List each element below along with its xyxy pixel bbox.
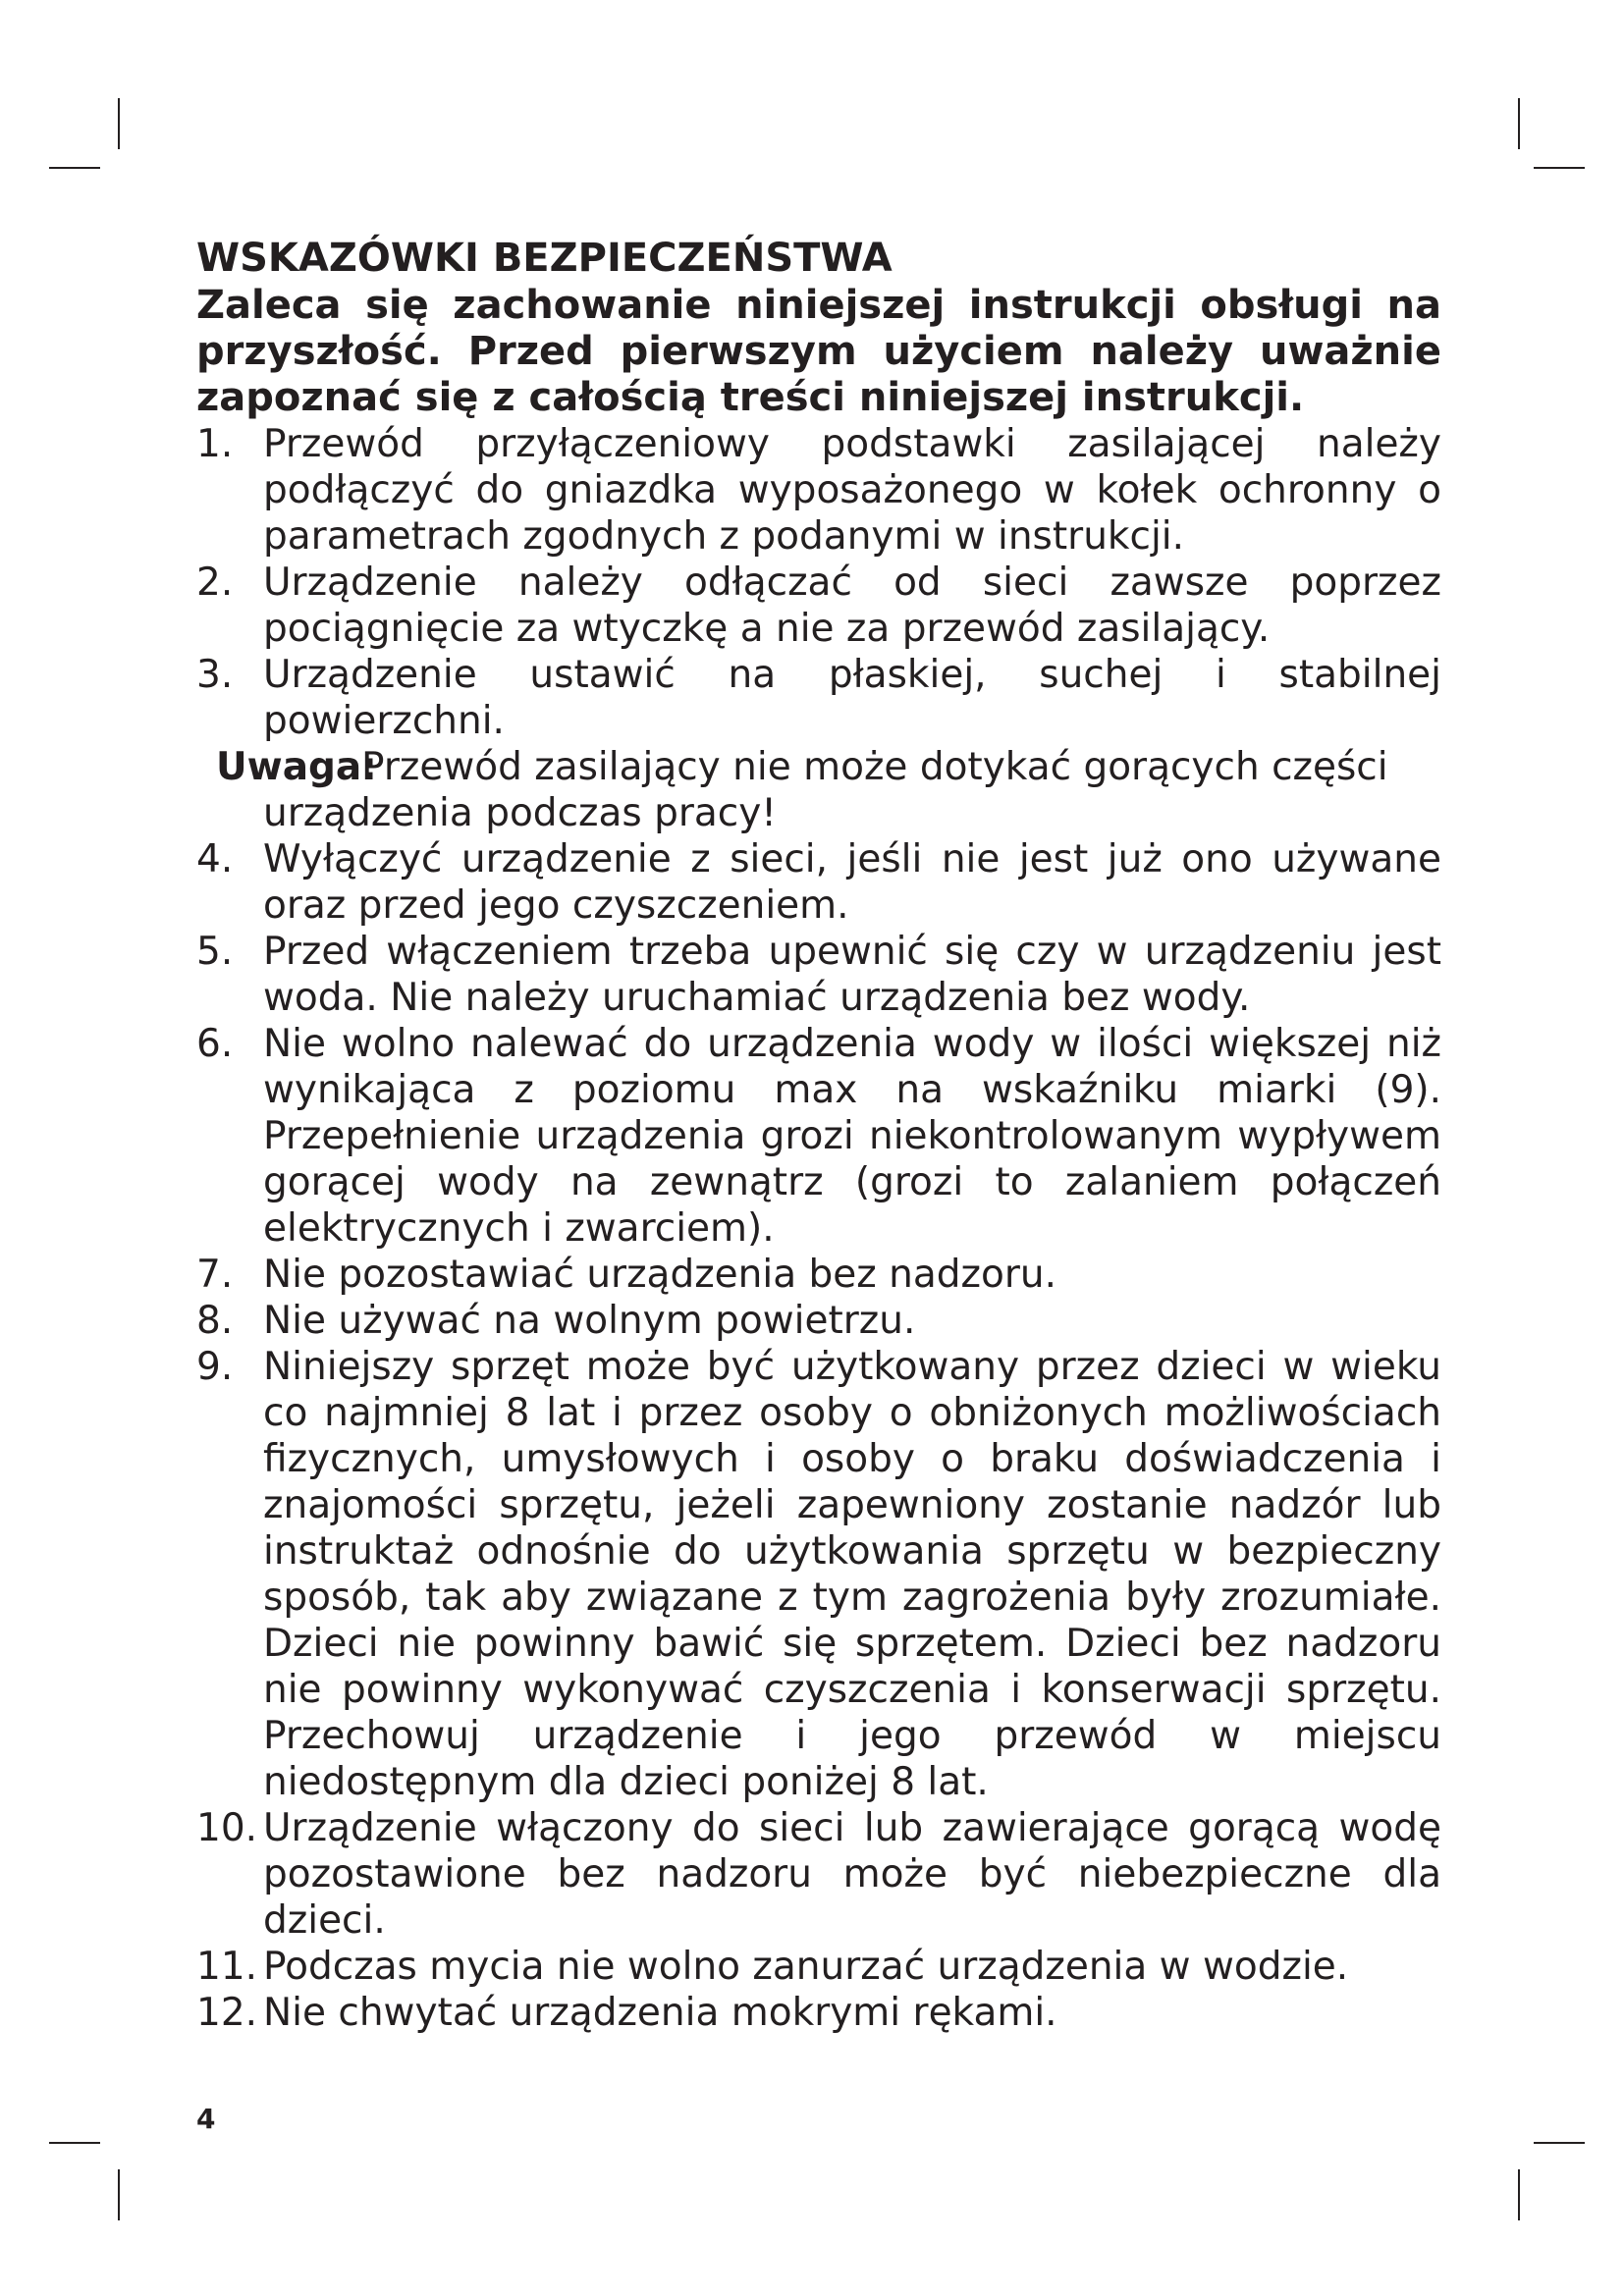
item-text: Nie chwytać urządzenia mokrymi rękami.	[263, 1991, 1057, 2035]
warning-note	[196, 744, 1441, 836]
warning-label: Uwaga:	[216, 745, 377, 789]
item-number: 3.	[196, 653, 234, 697]
item-text: Nie wolno nalewać do urządzenia wody w ilości większej niż wynikająca z poziomu max na wskaźniku miarki (9). Przepełnienie urządzenia grozi niekontrolowanym wypływem gorącej wody na zewnątrz (grozi to zalaniem połączeń elektrycznych i zwarciem).	[263, 1022, 1441, 1251]
item-number: 5.	[196, 930, 234, 974]
crop-mark-top-right-vertical	[1518, 98, 1520, 149]
warning-text-line1: Przewód zasilający nie może dotykać gorących części	[361, 745, 1388, 789]
list-item	[196, 652, 1441, 744]
list-item	[196, 1298, 1441, 1344]
crop-mark-bottom-left-vertical	[118, 2169, 120, 2220]
item-text: Przewód przyłączeniowy podstawki zasilającej należy podłączyć do gniazdka wyposażonego w kołek ochronny o parametrach zgodnych z podanymi w instrukcji.	[263, 422, 1441, 559]
safety-instructions	[196, 234, 1441, 2036]
item-text: Urządzenie ustawić na płaskiej, suchej i stabilnej powierzchni.	[263, 653, 1441, 743]
crop-mark-bottom-right-horizontal	[1534, 2142, 1585, 2144]
list-item	[196, 1344, 1441, 1805]
crop-mark-top-right-horizontal	[1534, 167, 1585, 169]
item-text: Podczas mycia nie wolno zanurzać urządzenia w wodzie.	[263, 1945, 1349, 1989]
list-item	[196, 421, 1441, 560]
item-number: 1.	[196, 422, 234, 466]
list-item	[196, 1805, 1441, 1944]
item-text: Wyłączyć urządzenie z sieci, jeśli nie jest już ono używane oraz przed jego czyszczeniem.	[263, 837, 1441, 928]
item-text: Urządzenie włączony do sieci lub zawierające gorącą wodę pozostawione bez nadzoru może być niebezpieczne dla dzieci.	[263, 1806, 1441, 1943]
item-number: 7.	[196, 1253, 234, 1297]
item-text: Nie używać na wolnym powietrzu.	[263, 1299, 916, 1343]
list-item	[196, 1990, 1441, 2036]
intro-paragraph: Zaleca się zachowanie niniejszej instrukcji obsługi na przyszłość. Przed pierwszym użyciem należy uważnie zapoznać się z całością treści niniejszej instrukcji.	[196, 283, 1441, 420]
item-text: Przed włączeniem trzeba upewnić się czy w urządzeniu jest woda. Nie należy uruchamiać urządzenia bez wody.	[263, 930, 1441, 1020]
page-title: WSKAZÓWKI BEZPIECZEŃSTWA	[196, 236, 893, 281]
list-item	[196, 929, 1441, 1021]
crop-mark-top-left-horizontal	[49, 167, 100, 169]
crop-mark-top-left-vertical	[118, 98, 120, 149]
item-number: 2.	[196, 561, 234, 605]
list-item	[196, 1021, 1441, 1252]
warning-text-line2: urządzenia podczas pracy!	[263, 791, 777, 835]
item-text: Urządzenie należy odłączać od sieci zawsze poprzez pociągnięcie za wtyczkę a nie za przewód zasilający.	[263, 561, 1441, 651]
item-number: 6.	[196, 1022, 234, 1066]
list-item	[196, 560, 1441, 652]
item-number: 10.	[196, 1806, 258, 1850]
item-number: 12.	[196, 1991, 258, 2035]
item-number: 4.	[196, 837, 234, 881]
page-number: 4	[196, 2103, 216, 2135]
item-number: 9.	[196, 1345, 234, 1389]
list-item	[196, 1944, 1441, 1990]
crop-mark-bottom-right-vertical	[1518, 2169, 1520, 2220]
list-item	[196, 836, 1441, 929]
item-text: Nie pozostawiać urządzenia bez nadzoru.	[263, 1253, 1056, 1297]
crop-mark-bottom-left-horizontal	[49, 2142, 100, 2144]
item-number: 11.	[196, 1945, 258, 1989]
item-number: 8.	[196, 1299, 234, 1343]
item-text: Niniejszy sprzęt może być użytkowany przez dzieci w wieku co najmniej 8 lat i przez osoby o obniżonych możliwościach fizycznych, umysłowych i osoby o braku doświadczenia i znajomości sprzętu, jeżeli zapewniony zostanie nadzór lub instruktaż odnośnie do użytkowania sprzętu w bezpieczny sposób, tak aby związane z tym zagrożenia były zrozumiałe. Dzieci nie powinny bawić się sprzętem. Dzieci bez nadzoru nie powinny wykonywać czyszczenia i konserwacji sprzętu. Przechowuj urządzenie i jego przewód w miejscu niedostępnym dla dzieci poniżej 8 lat.	[263, 1345, 1441, 1804]
list-item	[196, 1252, 1441, 1298]
